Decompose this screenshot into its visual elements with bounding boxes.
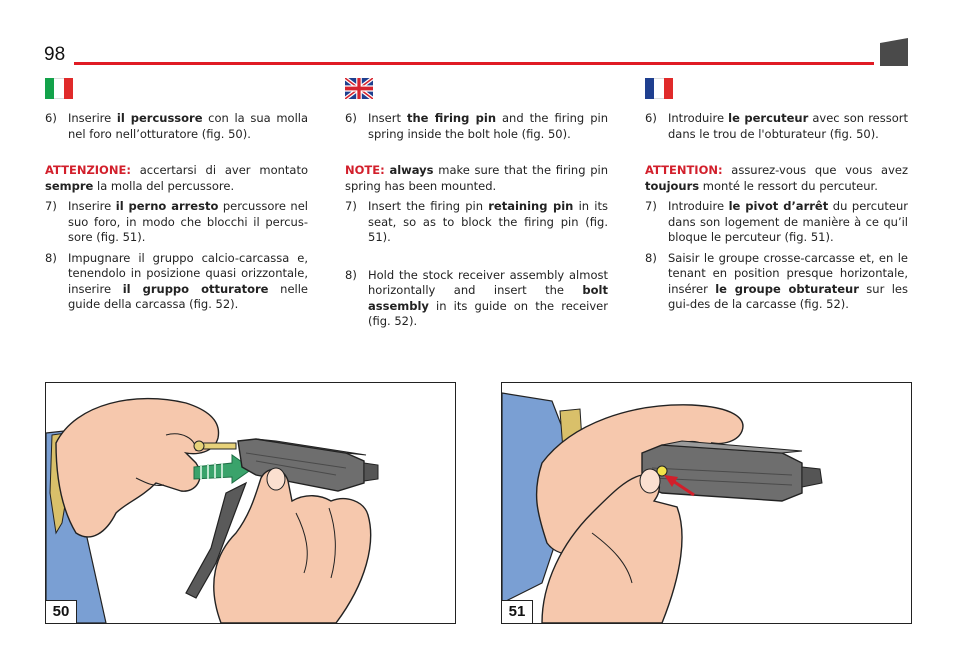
column-english <box>345 78 608 330</box>
page-number: 98 <box>44 44 66 65</box>
step-number: 8) <box>645 250 657 265</box>
step-8 <box>645 251 908 313</box>
step-text: Inserire il percussore con la sua molla nel foro nell’otturatore (fig. 50). <box>68 111 309 141</box>
figure-50 <box>45 382 456 624</box>
step-8 <box>345 268 608 330</box>
step-text: Insert the firing pin retaining pin in its seat, so as to block the firing pin (fig. 51). <box>368 199 608 244</box>
warning-note: ATTENTION: assurez-vous que vous avez toujours monté le ressort du percuteur. <box>645 163 908 193</box>
step-text: Impugnare il gruppo calcio-carcassa e, tenendolo in posizione quasi orizzontale, inserire il gruppo otturatore nelle guide della carcassa (fig. 52). <box>68 250 308 311</box>
retaining-pin-insertion-illustration <box>502 383 911 623</box>
step-number: 6) <box>645 111 657 125</box>
warning-note: ATTENZIONE: accertarsi di aver montato sempre la molla del percussore. <box>45 163 308 193</box>
step-text: Introduire le pivot d’arrêt du percuteur dans son logement de manière à ce qu’il bloque le percuteur (fig. 51). <box>668 199 908 244</box>
step-number: 8) <box>45 250 57 265</box>
uk-flag-icon <box>345 78 373 99</box>
step-7 <box>45 199 308 246</box>
step-number: 8) <box>345 267 357 282</box>
step-text: Insert the firing pin and the firing pin spring inside the bolt hole (fig. 50). <box>368 111 608 141</box>
header-rule <box>74 62 874 65</box>
step-6 <box>45 111 308 142</box>
step-text: Hold the stock receiver assembly almost horizontally and insert the bolt assembly in its guide on the receiver (fig. 52). <box>368 267 608 328</box>
step-text: Inserire il perno arresto percussore nel suo foro, in modo che blocchi il percus-sore (fig. 51). <box>68 199 308 244</box>
step-number: 7) <box>645 199 657 213</box>
figure-number: 51 <box>502 600 533 623</box>
step-number: 7) <box>345 199 357 213</box>
france-flag-icon <box>645 78 673 99</box>
italy-flag-icon <box>45 78 73 99</box>
step-text: Introduire le percuteur avec son ressort dans le trou de l'obturateur (fig. 50). <box>668 111 908 141</box>
column-italian <box>45 78 308 313</box>
warning-note: NOTE: always make sure that the firing pin spring has been mounted. <box>345 163 609 193</box>
step-6 <box>345 111 608 142</box>
step-number: 6) <box>45 111 57 125</box>
step-6 <box>645 111 908 142</box>
section-tab <box>880 38 908 66</box>
step-7 <box>645 199 908 246</box>
figure-number: 50 <box>46 600 77 623</box>
column-french <box>645 78 908 313</box>
step-number: 6) <box>345 111 357 125</box>
step-7 <box>345 199 608 246</box>
firing-pin-insertion-illustration <box>46 383 455 623</box>
step-number: 7) <box>45 199 57 213</box>
step-text: Saisir le groupe crosse-carcasse et, en le tenant en position presque horizontale, insérer le groupe obturateur sur les gui-des de la carcasse (fig. 52). <box>668 250 908 311</box>
figure-51 <box>501 382 912 624</box>
step-8 <box>45 251 308 313</box>
